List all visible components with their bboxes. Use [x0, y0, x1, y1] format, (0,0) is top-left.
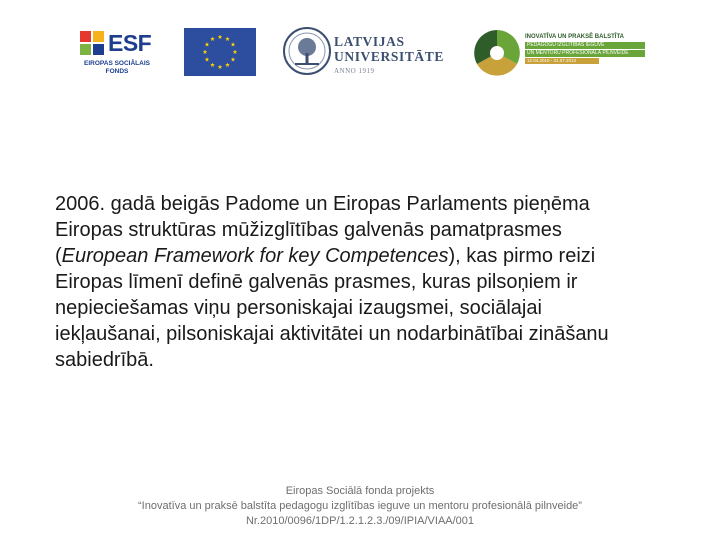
body-text-part2: ), kas pirmo reizi Eiropas līmenī definē galvenās prasmes, kuras pilsoņiem ir nepieciešamas viņu personiskajai izaugsmei, sociālajai iekļaušanai, pilsoniskajai aktivitātei un nodarbinātībai zināšanu sabiedrībā.	[55, 245, 609, 371]
footer-line1: Eiropas Sociālā fonda projekts	[285, 485, 435, 497]
project-emblem-icon	[472, 28, 522, 78]
project-logo-dates: 12.04.2010 - 31.07.2013	[525, 58, 599, 64]
project-logo-line3: UN MENTORU PROFESIONĀLĀ PILNVEIDE	[525, 50, 645, 57]
eu-star-icon	[205, 57, 210, 61]
eu-star-icon	[203, 50, 208, 54]
body-text-italic: European Framework for key Competences	[61, 245, 449, 267]
university-name	[334, 34, 444, 64]
project-footer	[0, 484, 720, 529]
esf-wordmark: ESF	[108, 30, 152, 56]
slide-body-text	[55, 191, 645, 373]
eu-star-icon	[210, 63, 215, 67]
esf-logo	[79, 28, 157, 80]
university-year: ANNO 1919	[334, 67, 375, 75]
esf-subtitle-line2: FONDS	[105, 68, 129, 75]
university-name-line2: UNIVERSITĀTE	[334, 49, 444, 64]
eu-star-icon	[205, 42, 210, 46]
eu-star-icon	[225, 37, 230, 41]
project-logo-text	[525, 33, 645, 64]
latvia-university-logo	[282, 26, 454, 82]
project-logo	[472, 28, 647, 80]
eu-star-icon	[218, 65, 223, 69]
eu-flag-logo	[184, 28, 256, 76]
project-logo-title: INOVATĪVA UN PRAKSĒ BALSTĪTA	[525, 34, 624, 40]
university-seal-icon	[282, 26, 332, 76]
esf-subtitle-line1: EIROPAS SOCIĀLAIS	[84, 60, 150, 67]
footer-line3: Nr.2010/0096/1DP/1.2.1.2.3./09/IPIA/VIAA/001	[245, 515, 475, 527]
eu-star-icon	[231, 57, 236, 61]
eu-flag-icon	[184, 28, 256, 76]
project-logo-line2: PEDAGOGU IZGLĪTĪBAS IEGUVE	[525, 42, 645, 49]
eu-star-icon	[218, 35, 223, 39]
university-name-line1: LATVIJAS	[334, 34, 405, 49]
eu-star-icon	[231, 42, 236, 46]
esf-subtitle	[79, 60, 155, 76]
footer-line2: “Inovatīva un praksē balstīta pedagogu izglītības ieguve un mentoru profesionālā pilnveide”	[138, 500, 582, 512]
eu-star-icon	[225, 63, 230, 67]
logo-strip	[0, 0, 720, 110]
body-text-part1: 2006. gadā beigās Padome un Eiropas Parlaments pieņēma Eiropas struktūras mūžizglītības galvenās pamatprasmes (	[55, 193, 590, 267]
esf-mark-icon	[79, 30, 105, 56]
eu-star-icon	[210, 37, 215, 41]
eu-star-icon	[233, 50, 238, 54]
